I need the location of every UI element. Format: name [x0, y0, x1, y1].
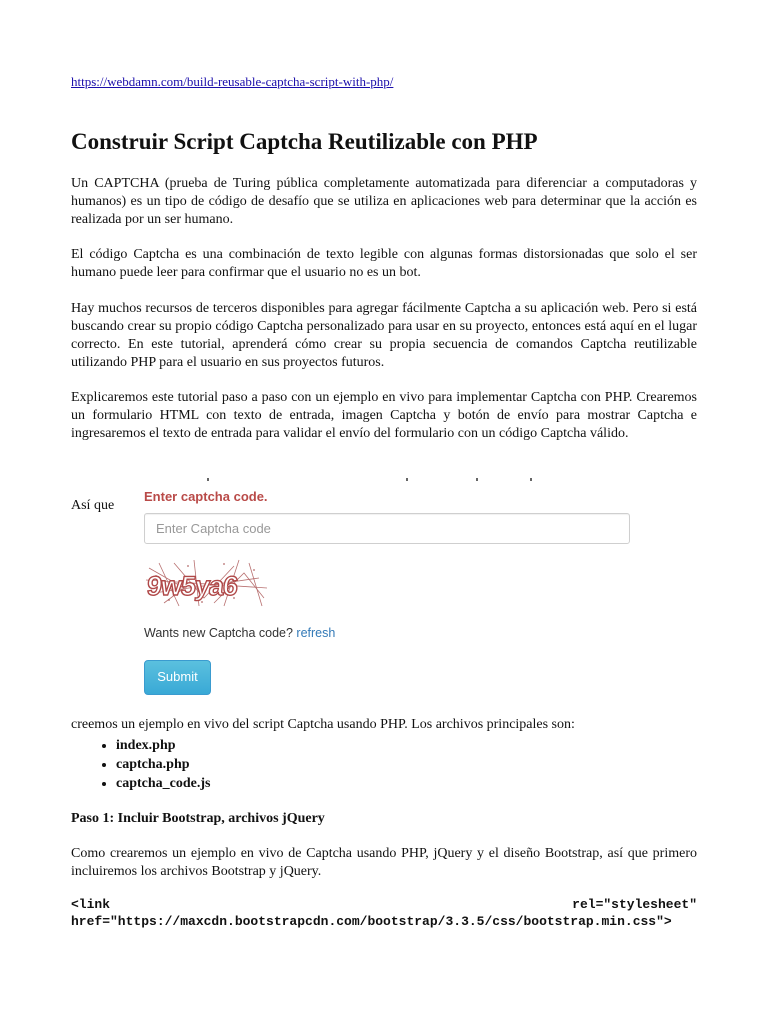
main-files-intro: creemos un ejemplo en vivo del script Captcha usando PHP. Los archivos principales son: [71, 717, 575, 732]
refresh-line [144, 626, 335, 640]
code-block [71, 896, 697, 930]
source-link[interactable]: https://webdamn.com/build-reusable-captcha-script-with-php/ [71, 74, 394, 89]
code-line-2: href="https://maxcdn.bootstrapcdn.com/bootstrap/3.3.5/css/bootstrap.min.css"> [71, 914, 672, 929]
cropped-text-fragment [144, 478, 640, 482]
file-list [71, 736, 211, 793]
list-item: • captcha_code.js [116, 774, 211, 793]
captcha-form-screenshot [144, 478, 640, 700]
captcha-definition-paragraph: El código Captcha es una combinación de texto legible con algunas formas distorsionadas que solo el ser humano puede leer para confirmar que el usuario no es un bot. [71, 247, 697, 280]
submit-button[interactable]: Submit [144, 660, 211, 695]
refresh-link[interactable]: refresh [296, 626, 336, 640]
captcha-image [144, 558, 269, 608]
intro-paragraph: Un CAPTCHA (prueba de Turing pública completamente automatizada para diferenciar a computadoras y humanos) es un tipo de código de desafío que se utiliza en aplicaciones web para determinar que la acción es realizada por un ser humano. [71, 176, 697, 227]
list-item: • captcha.php [116, 755, 211, 774]
step1-paragraph: Como crearemos un ejemplo en vivo de Captcha usando PHP, jQuery y el diseño Bootstrap, así que primero incluiremos los archivos Bootstrap y jQuery. [71, 846, 697, 879]
refresh-prompt: Wants new Captcha code? [144, 626, 293, 640]
tutorial-paragraph: Explicaremos este tutorial paso a paso con un ejemplo en vivo para implementar Captcha con PHP. Crearemos un formulario HTML con texto de entrada, imagen Captcha y botón de envío para mostrar Captcha e ingresaremos el texto de entrada para validar el envío del formulario con un código Captcha válido. [71, 390, 697, 441]
code-line-1-right: rel="stylesheet" [572, 897, 697, 912]
code-line-1-left: <link [71, 897, 111, 912]
captcha-text: 9w5ya6 [145, 570, 239, 601]
captcha-input[interactable]: Enter Captcha code [144, 513, 630, 544]
step1-heading: Paso 1: Incluir Bootstrap, archivos jQuery [71, 811, 325, 826]
asi-que-text: Así que [71, 498, 115, 513]
list-item: • index.php [116, 736, 211, 755]
resources-paragraph: Hay muchos recursos de terceros disponibles para agregar fácilmente Captcha a su aplicación web. Pero si está buscando crear su propio código Captcha personalizado para usar en su proyecto, entonces está aquí en el lugar correcto. En este tutorial, aprenderá cómo crear su propia secuencia de comandos Captcha reutilizable utilizando PHP para el usuario en sus proyectos futuros. [71, 301, 697, 370]
captcha-label: Enter captcha code. [144, 489, 268, 504]
page-title: Construir Script Captcha Reutilizable con PHP [71, 129, 538, 154]
